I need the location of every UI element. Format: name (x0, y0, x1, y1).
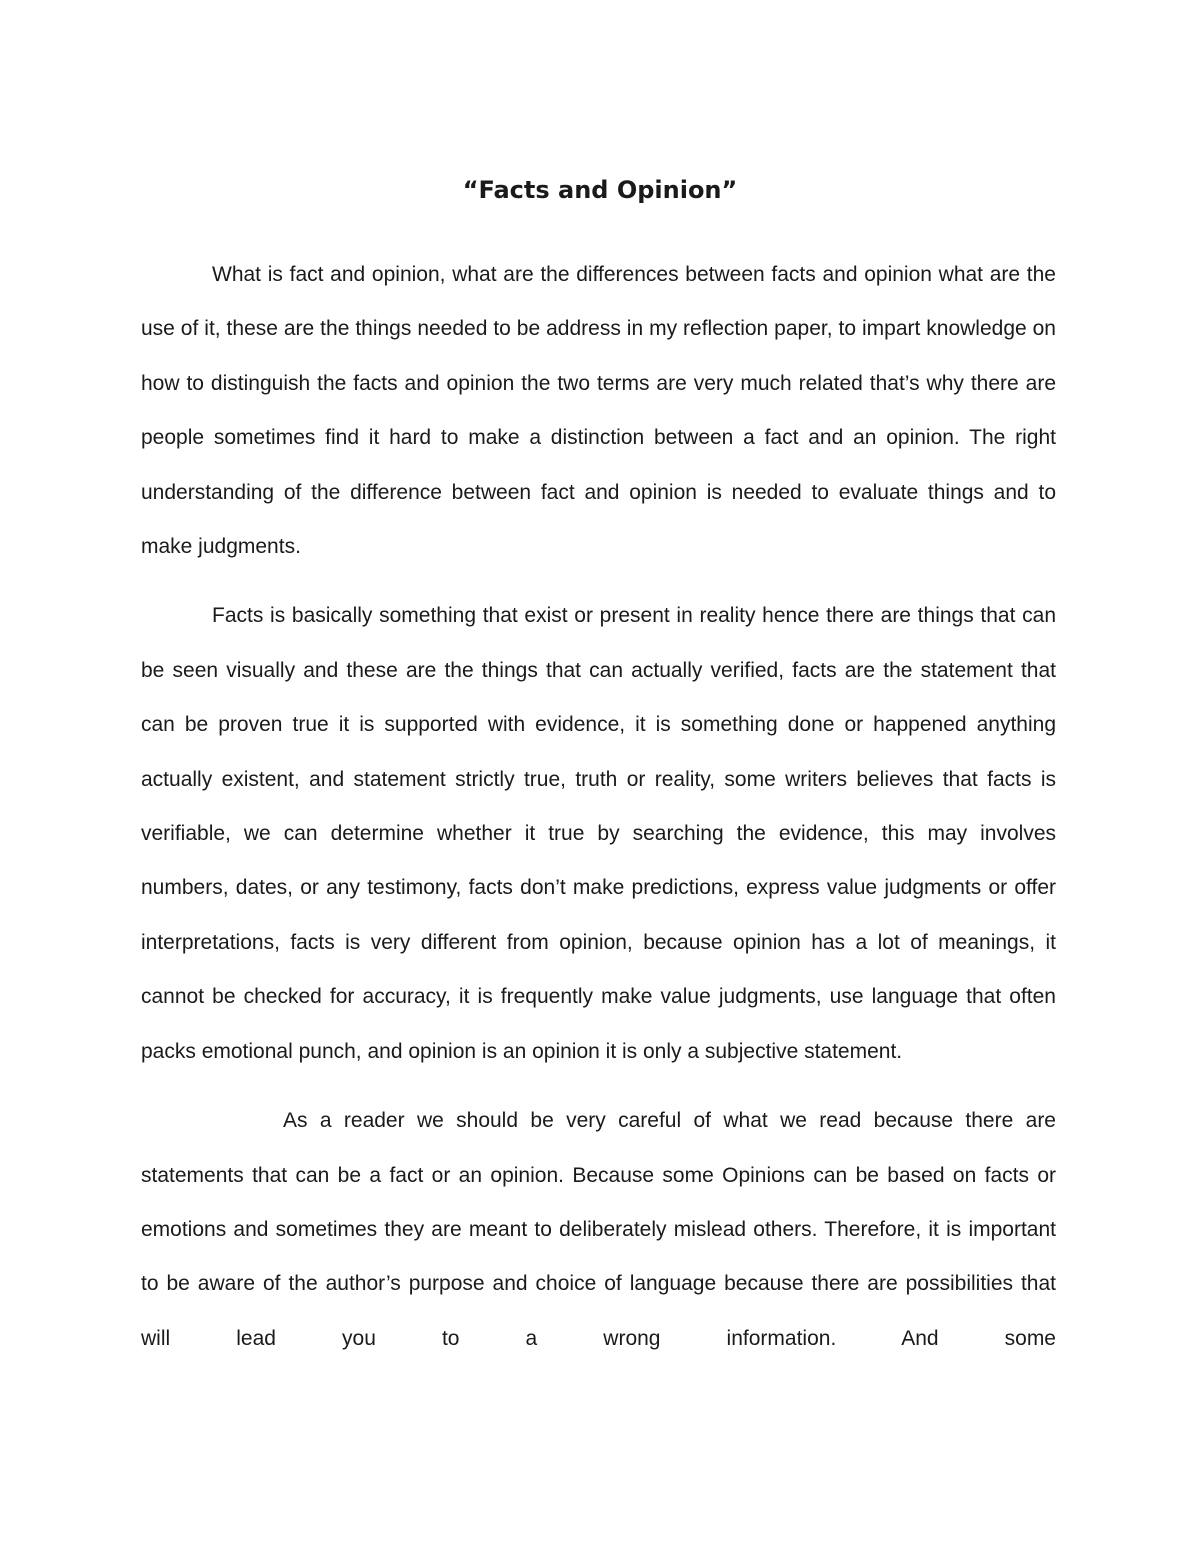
paragraph-1: What is fact and opinion, what are the differences between facts and opinion what are the use of it, these are the things needed to be address in my reflection paper, to impart knowledge on how to distinguish the facts and opinion the two terms are very much related that’s why there are people sometimes find it hard to make a distinction between a fact and an opinion. The right understanding of the difference between fact and opinion is needed to evaluate things and to make judgments. (141, 263, 1056, 559)
paragraph-2: Facts is basically something that exist or present in reality hence there are things that can be seen visually and these are the things that can actually verified, facts are the statement that can be proven true it is supported with evidence, it is something done or happened anything actually existent, and statement strictly true, truth or reality, some writers believes that facts is verifiable, we can determine whether it true by searching the evidence, this may involves numbers, dates, or any testimony, facts don’t make predictions, express value judgments or offer interpretations, facts is very different from opinion, because opinion has a lot of meanings, it cannot be checked for accuracy, it is frequently make value judgments, use language that often packs emotional punch, and opinion is an opinion it is only a subjective statement. (141, 604, 1056, 1063)
document-title: “Facts and Opinion” (462, 176, 738, 204)
paragraph-3: As a reader we should be very careful of what we read because there are statements that can be a fact or an opinion. Because some Opinions can be based on facts or emotions and sometimes they are meant to deliberately mislead others. Therefore, it is important to be aware of the author’s purpose and choice of language because there are possibilities that will lead you to a wrong information. And some (141, 1109, 1056, 1350)
document-body (141, 248, 1056, 1366)
